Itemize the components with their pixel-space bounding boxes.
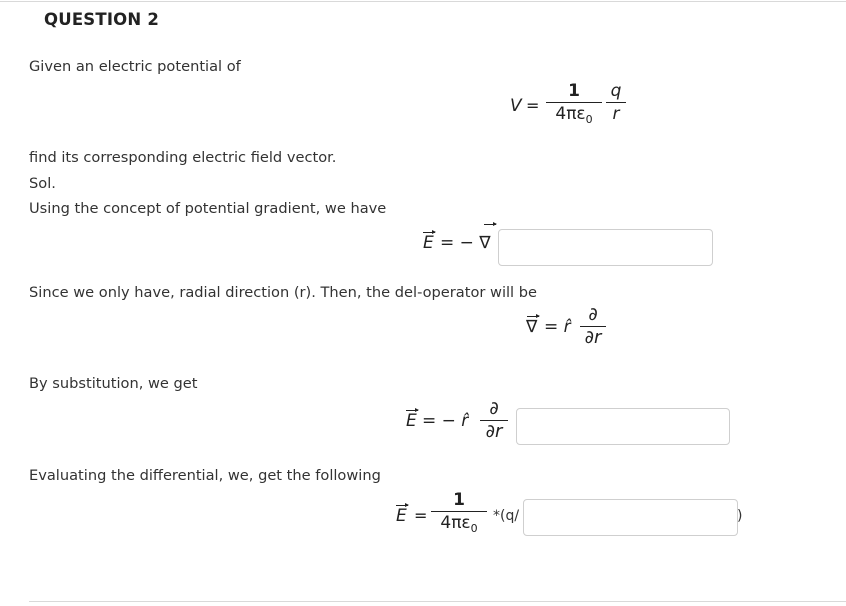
intro-text: Given an electric potential of	[29, 58, 241, 75]
e-vector-symbol: E	[396, 506, 407, 526]
minus-r-hat: = − r̂	[422, 411, 469, 431]
four-pi-epsilon: 4πε	[555, 104, 586, 124]
evaluating-text: Evaluating the differential, we, get the following	[29, 467, 381, 484]
fraction-one-over-four-pi-epsilon	[431, 489, 487, 536]
numerator: 1	[453, 490, 465, 510]
equals-sign: =	[526, 96, 540, 115]
find-text: find its corresponding electric field vector.	[29, 149, 337, 166]
nabla-arrow	[484, 224, 496, 225]
answer-input-2[interactable]	[516, 408, 730, 445]
question-title: QUESTION 2	[44, 10, 160, 29]
partial-derivative-fraction	[580, 304, 606, 349]
v-symbol: V	[510, 96, 522, 116]
e-vector-symbol: E	[423, 233, 434, 253]
denominator	[431, 512, 487, 536]
fraction-q-over-r	[606, 80, 626, 125]
partial-numerator: ∂	[588, 304, 598, 325]
multiply-q-over: *(q/	[493, 508, 520, 524]
top-divider	[0, 1, 846, 2]
partial-numerator: ∂	[489, 398, 499, 419]
denominator	[546, 103, 602, 127]
nabla-symbol: ∇	[526, 317, 538, 337]
subscript-zero: 0	[585, 113, 593, 126]
denominator-r: r	[612, 104, 620, 124]
four-pi-epsilon: 4πε	[440, 513, 471, 533]
substitution-text: By substitution, we get	[29, 375, 198, 392]
closing-parenthesis: )	[737, 508, 743, 524]
numerator: 1	[568, 81, 580, 101]
partial-derivative-fraction	[480, 398, 508, 443]
answer-input-1[interactable]	[498, 229, 713, 266]
equals-sign: =	[414, 506, 428, 525]
bottom-divider	[29, 601, 846, 602]
numerator-q: q	[610, 81, 622, 101]
equals-r-hat: = r̂	[544, 317, 571, 337]
e-vector-symbol: E	[406, 411, 417, 431]
sol-label: Sol.	[29, 175, 56, 192]
answer-input-3[interactable]	[523, 499, 738, 536]
subscript-zero: 0	[470, 522, 478, 535]
partial-denominator: ∂r	[584, 327, 602, 348]
minus-nabla: = − ∇	[440, 233, 491, 253]
radial-text: Since we only have, radial direction (r). Then, the del-operator will be	[29, 284, 537, 301]
concept-text: Using the concept of potential gradient, we have	[29, 200, 387, 217]
partial-denominator: ∂r	[485, 421, 503, 442]
fraction-one-over-four-pi-epsilon	[546, 80, 602, 127]
